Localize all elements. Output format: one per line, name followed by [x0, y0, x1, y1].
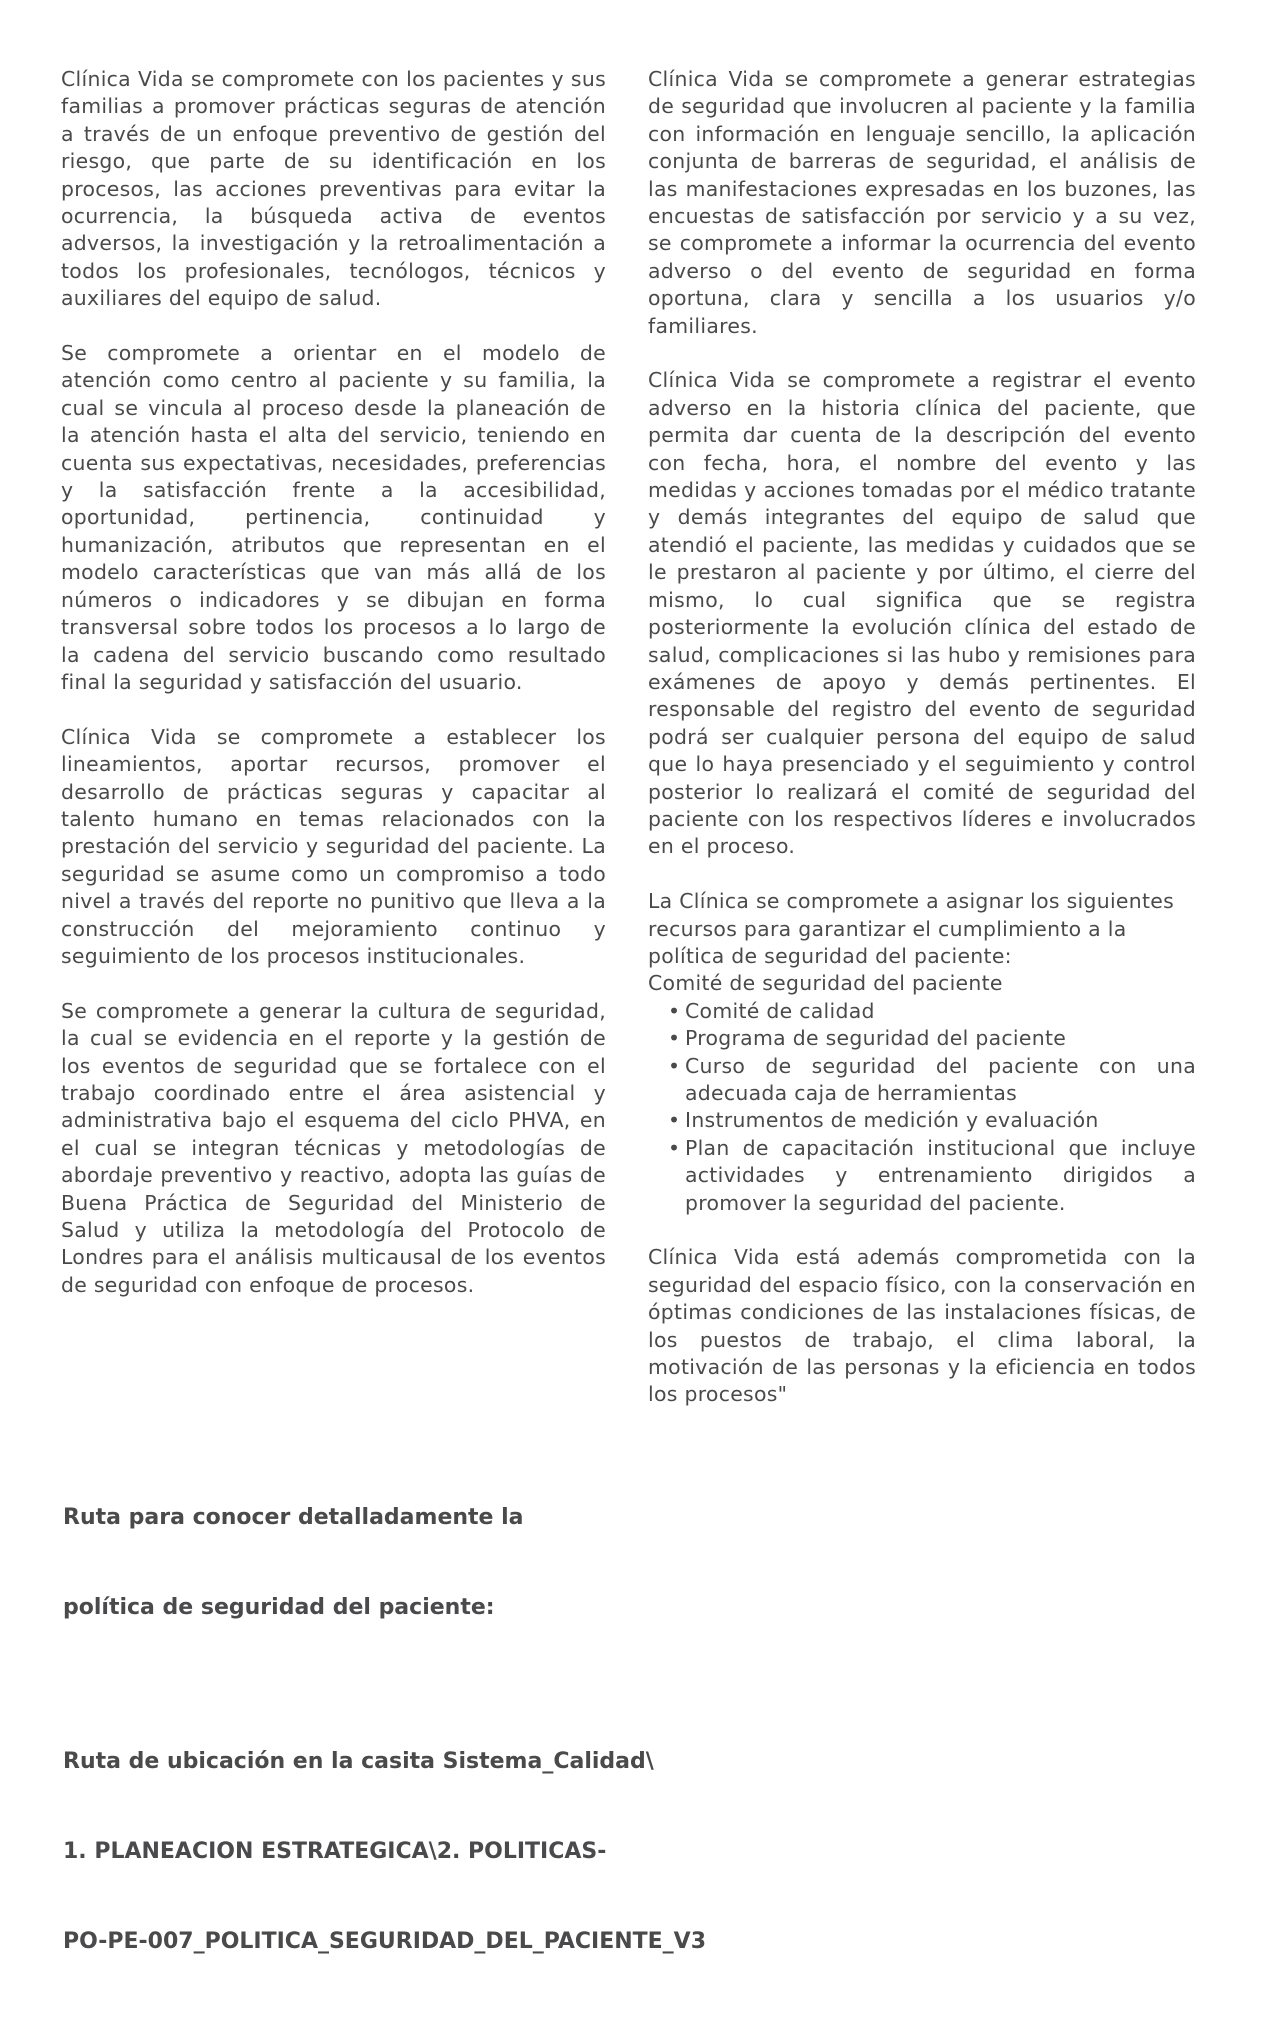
list-item: • Comité de calidad [668, 998, 1196, 1025]
paragraph-commitment-safe-practices: Clínica Vida se compromete con los pacientes y sus familias a promover prácticas seguras de atención a través de un enfoque preventivo de gestión del riesgo, que parte de su identificación en los procesos, las acciones preventivas para evitar la ocurrencia, la búsqueda activa de eventos adversos, la investigación y la retroalimentación a todos los profesionales, tecnólogos, técnicos y auxiliares del equipo de salud. [61, 67, 606, 311]
route-heading-line: política de seguridad del paciente: [63, 1595, 495, 1620]
right-column [648, 66, 1196, 1436]
paragraph-physical-space: Clínica Vida está además comprometida con la seguridad del espacio físico, con la conservación en óptimas condiciones de las instalaciones físicas, de los puestos de trabajo, el clima laboral, la motivación de las personas y la eficiencia en todos los procesos" [648, 1245, 1196, 1407]
paragraph-resources-intro: La Clínica se compromete a asignar los siguientes recursos para garantizar el cumplimiento a la política de seguridad del paciente: [648, 889, 1175, 968]
route-path [63, 1687, 863, 2017]
bullet-icon: • [668, 1053, 681, 1078]
list-intro-committee: Comité de seguridad del paciente [648, 971, 1003, 996]
bullet-icon: • [668, 1026, 681, 1051]
route-heading [63, 1443, 863, 1683]
bullet-icon: • [668, 1135, 681, 1160]
paragraph-patient-centered-model: Se compromete a orientar en el modelo de atención como centro al paciente y su familia, la cual se vincula al proceso desde la planeación de la atención hasta el alta del servicio, teniendo en cuenta sus expectativas, necesidades, preferencias y la satisfacción frente a la accesibilidad, oportunidad, pertinencia, continuidad y humanización, atributos que representan en el modelo características que van más allá de los números o indicadores y se dibujan en forma transversal sobre todos los procesos a lo largo de la cadena del servicio buscando como resultado final la seguridad y satisfacción del usuario. [61, 341, 606, 694]
paragraph-patient-family-strategies: Clínica Vida se compromete a generar estrategias de seguridad que involucren al paciente y la familia con información en lenguaje sencillo, la aplicación conjunta de barreras de seguridad, el análisis de las manifestaciones expresadas en los buzones, las encuestas de satisfacción por servicio y a su vez, se compromete a informar la ocurrencia del evento adverso o del evento de seguridad en forma oportuna, clara y sencilla a los usuarios y/o familiares. [648, 67, 1196, 338]
paragraph-safety-culture: Se compromete a generar la cultura de seguridad, la cual se evidencia en el reporte y la gestión de los eventos de seguridad que se fortalece con el trabajo coordinado entre el área asistencial y administrativa bajo el esquema del ciclo PHVA, en el cual se integran técnicas y metodologías de abordaje preventivo y reactivo, adopta las guías de Buena Práctica de Seguridad del Ministerio de Salud y utiliza la metodología del Protocolo de Londres para el análisis multicausal de los eventos de seguridad con enfoque de procesos. [61, 998, 606, 1297]
bullet-icon: • [668, 998, 681, 1023]
list-item: • Plan de capacitación institucional que incluye actividades y entrenamiento dirigidos a promover la seguridad del paciente. [668, 1135, 1196, 1215]
route-path-line: Ruta de ubicación en la casita Sistema_Calidad\ [63, 1749, 654, 1774]
resources-list [648, 998, 1196, 1217]
paragraph-adverse-event-record: Clínica Vida se compromete a registrar el evento adverso en la historia clínica del paciente, que permita dar cuenta de la descripción del evento con fecha, hora, el nombre del evento y las medidas y acciones tomadas por el médico tratante y demás integrantes del equipo de salud que atendió el paciente, las medidas y cuidados que se le prestaron al paciente y por último, el cierre del mismo, lo cual significa que se registra posteriormente la evolución clínica del estado de salud, complicaciones si las hubo y remisiones para exámenes de apoyo y demás pertinentes. El responsable del registro del evento de seguridad podrá ser cualquier persona del equipo de salud que lo haya presenciado y el seguimiento y control posterior lo realizará el comité de seguridad del paciente con los respectivos líderes e involucrados en el proceso. [648, 368, 1196, 859]
policy-route-section [63, 1443, 863, 2017]
list-item: • Programa de seguridad del paciente [668, 1025, 1196, 1052]
list-item: • Instrumentos de medición y evaluación [668, 1107, 1196, 1134]
left-column [61, 66, 606, 1327]
bullet-icon: • [668, 1108, 681, 1133]
route-heading-line: Ruta para conocer detalladamente la [63, 1505, 524, 1530]
paragraph-guidelines-resources: Clínica Vida se compromete a establecer los lineamientos, aportar recursos, promover el desarrollo de prácticas seguras y capacitar al talento humano en temas relacionados con la prestación del servicio y seguridad del paciente. La seguridad se asume como un compromiso a todo nivel a través del reporte no punitivo que lleva a la construcción del mejoramiento continuo y seguimiento de los procesos institucionales. [61, 724, 606, 968]
route-path-line: PO-PE-007_POLITICA_SEGURIDAD_DEL_PACIENTE_V3 [63, 1929, 707, 1954]
route-path-line: 1. PLANEACION ESTRATEGICA\2. POLITICAS- [63, 1839, 607, 1864]
list-item: • Curso de seguridad del paciente con una adecuada caja de herramientas [668, 1053, 1196, 1105]
